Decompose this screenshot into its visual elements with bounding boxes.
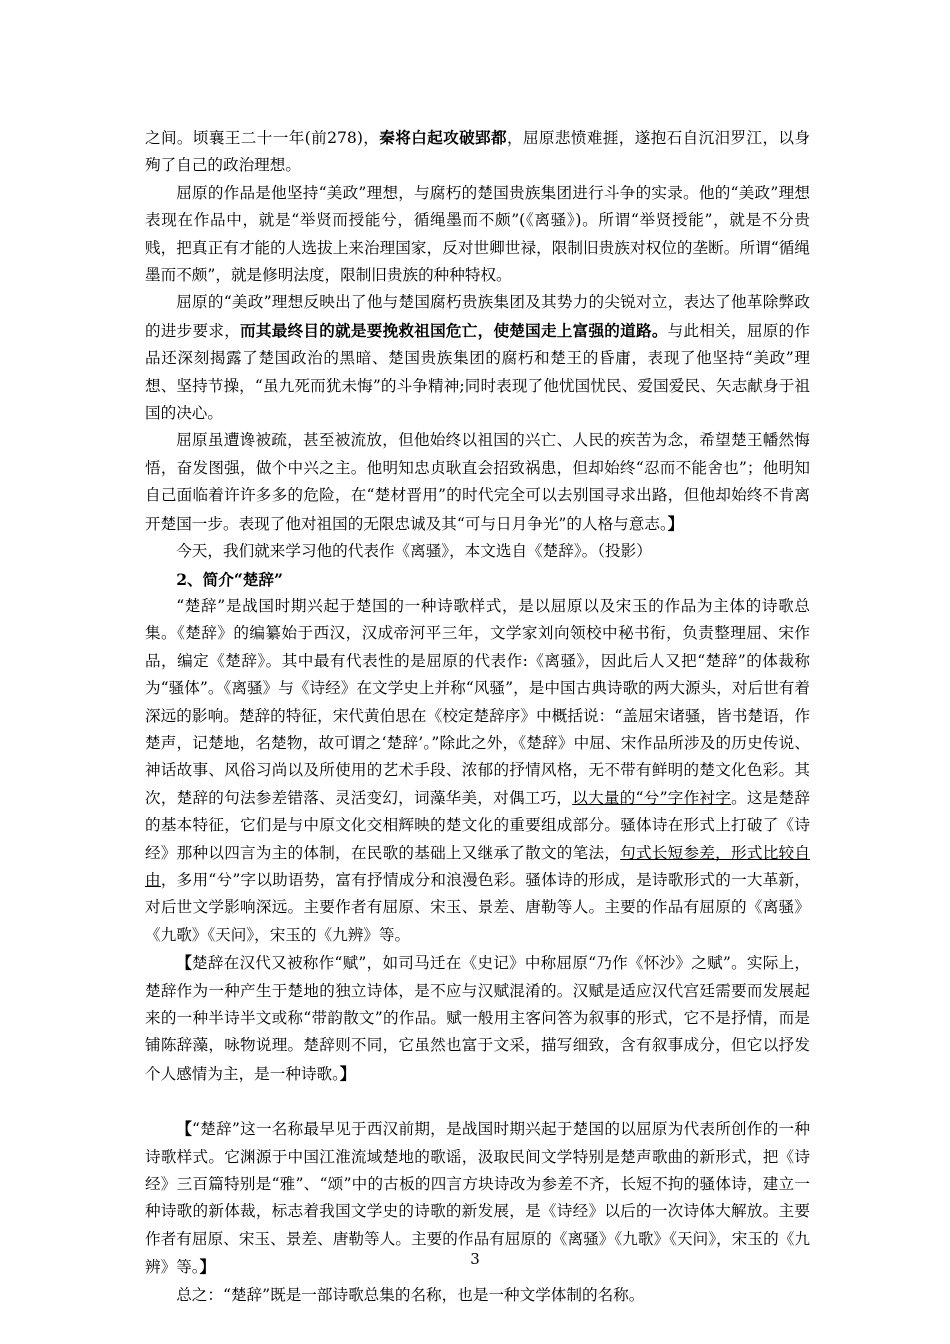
text-run: 楚辞在汉代又被称作“赋”，如司马迁在《史记》中称屈原“乃作《怀沙》之赋”。实际上，楚辞作为一种产生于楚地的独立诗体，是不应与汉赋混淆的。汉赋是适应汉代宫廷需要而发展起来的一种半诗半文或称“带韵散文”的作品。赋一般用主客问答为叙事的形式，它不是抒情，而是铺陈辞藻，咏物说理。楚辞则不同，它虽然也富于文采，描写细致，含有叙事成分，但它以抒发个人感情为主，是一种诗歌。: [145, 954, 810, 1083]
bracket-close: 】: [339, 1063, 356, 1083]
bold-text: 秦将白起攻破郢都: [379, 128, 507, 147]
text-run: 屈原的“美政”理想反映出了他与楚国腐朽贵族集团及其势力的尖锐对立，表达了他革除弊政的进步要求，: [145, 293, 810, 340]
text-run: 与此相关，屈原的作品还深刻揭露了楚国政治的黑暗、楚国贵族集团的腐朽和楚王的昏庸，表现了他坚持“美政”理想、坚持节操，“虽九死而犹未悔”的斗争精神;同时表现了他忧国忧民、爱国爱民、矢志献身于祖国的决心。: [145, 321, 810, 423]
section-heading: 2、简介“楚辞”: [176, 569, 283, 589]
paragraph-spacer: [145, 1088, 810, 1115]
paragraph-chuci-intro: [145, 593, 810, 949]
paragraph-meizheng-goal: [145, 289, 810, 427]
bold-text: 而其最终目的就是要挽救祖国危亡，使楚国走上富强的道路。: [240, 320, 668, 340]
paragraph-loyalty: [145, 427, 810, 538]
bracket-close: 】: [667, 513, 684, 533]
text-run: 屈原虽遭谗被疏，甚至被流放，但他始终以祖国的兴亡、人民的疾苦为念，希望楚王幡然悔悟，奋发图强，做个中兴之主。他明知忠贞耿直会招致祸患，但却始终“忍而不能舍也”；他明知自己面临着许许多多的危险，在“楚材晋用”的时代完全可以去别国寻求出路，但他却始终不肯离开楚国一步。表现了他对祖国的无限忠诚及其“可与日月争光”的人格与意志。: [145, 431, 810, 533]
underlined-text: 句式长短参差，形式比较自由: [145, 843, 810, 889]
paragraph-meizheng-ideal: 屈原的作品是他坚持“美政”理想，与腐朽的楚国贵族集团进行斗争的实录。他的“美政”理想表现在作品中，就是“举贤而授能兮，循绳墨而不颇”(《离骚》)。所谓“举贤授能”，就是不分贵贱，把真正有才能的人选拔上来治理国家，反对世卿世禄，限制旧贵族对权位的垄断。所谓“循绳墨而不颇”，就是修明法度，限制旧贵族的种种特权。: [145, 183, 810, 285]
paragraph-summary: 总之：“楚辞”既是一部诗歌总集的名称，也是一种文学体制的名称。: [176, 1285, 645, 1304]
text-run: 之间。顷襄王二十一年(前278)，: [145, 129, 380, 147]
bracket-open: 【: [176, 1119, 193, 1139]
bracket-open: 【: [176, 953, 193, 973]
paragraph-qu-yuan-death: [145, 124, 810, 180]
text-run: “楚辞”是战国时期兴起于楚国的一种诗歌样式，是以屈原以及宋玉的作品为主体的诗歌总集。《楚辞》的编纂始于西汉，汉成帝河平三年，文学家刘向领校中秘书衔，负责整理屈、宋作品，编定《楚辞》。其中最有代表性的是屈原的代表作:《离骚》，因此后人又把“楚辞”的体裁称为“骚体”。《离骚》与《诗经》在文学史上并称“风骚”，是中国古典诗歌的两大源头，对后世有着深远的影响。楚辞的特征，宋代黄伯思在《校定楚辞序》中概括说：“盖屈宋诸骚，皆书楚语，作楚声，记楚地，名楚物，故可谓之‘楚辞’。”除此之外，《楚辞》中屈、宋作品所涉及的历史传说、神话故事、风俗习尚以及所使用的艺术手段、浓郁的抒情风格，无不带有鲜明的楚文化色彩。其次，楚辞的句法参差错落、灵活变幻，词藻华美，对偶工巧，: [145, 596, 810, 807]
document-body: [145, 124, 810, 1309]
bracket-close: 】: [199, 1257, 216, 1277]
text-run: ，屈原悲愤难捱，遂抱石自沉汨罗江，以身殉了自己的政治理想。: [145, 129, 810, 175]
text-run: ，多用“兮”字以助语势，富有抒情成分和浪漫色彩。骚体诗的形成，是诗歌形式的一大革新，对后世文学影响深远。主要作者有屈原、宋玉、景差、唐勒等人。主要的作品有屈原的《离骚》《九歌》《天问》，宋玉的《九辨》等。: [145, 870, 810, 944]
text-run: 。这是楚辞的基本特征，它们是与中原文化交相辉映的楚文化的重要组成部分。骚体诗在形式上打破了《诗经》那种以四言为主的体制，在民歌的基础上又继承了散文的笔法，: [145, 788, 810, 862]
underlined-text: 以大量的“兮”字作衬字: [572, 788, 732, 807]
paragraph-today-lesson: 今天，我们就来学习他的代表作《离骚》，本文选自《楚辞》。（投影）: [176, 542, 652, 561]
page-number: 3: [470, 1250, 480, 1268]
paragraph-chuci-fu: [145, 949, 810, 1088]
text-run: “楚辞”这一名称最早见于西汉前期，是战国时期兴起于楚国的以屈原为代表所创作的一种诗歌样式。它渊源于中国江淮流域楚地的歌谣，汲取民间文学特别是楚声歌曲的新形式，把《诗经》三百篇特别是“雅”、“颂”中的古板的四言方块诗改为参差不齐，长短不拘的骚体诗，建立一种诗歌的新体裁，标志着我国文学史的诗歌的新发展，是《诗经》以后的一次诗体大解放。主要作者有屈原、宋玉、景差、唐勒等人。主要的作品有屈原的《离骚》《九歌》《天问》，宋玉的《九辨》等。: [145, 1120, 810, 1277]
